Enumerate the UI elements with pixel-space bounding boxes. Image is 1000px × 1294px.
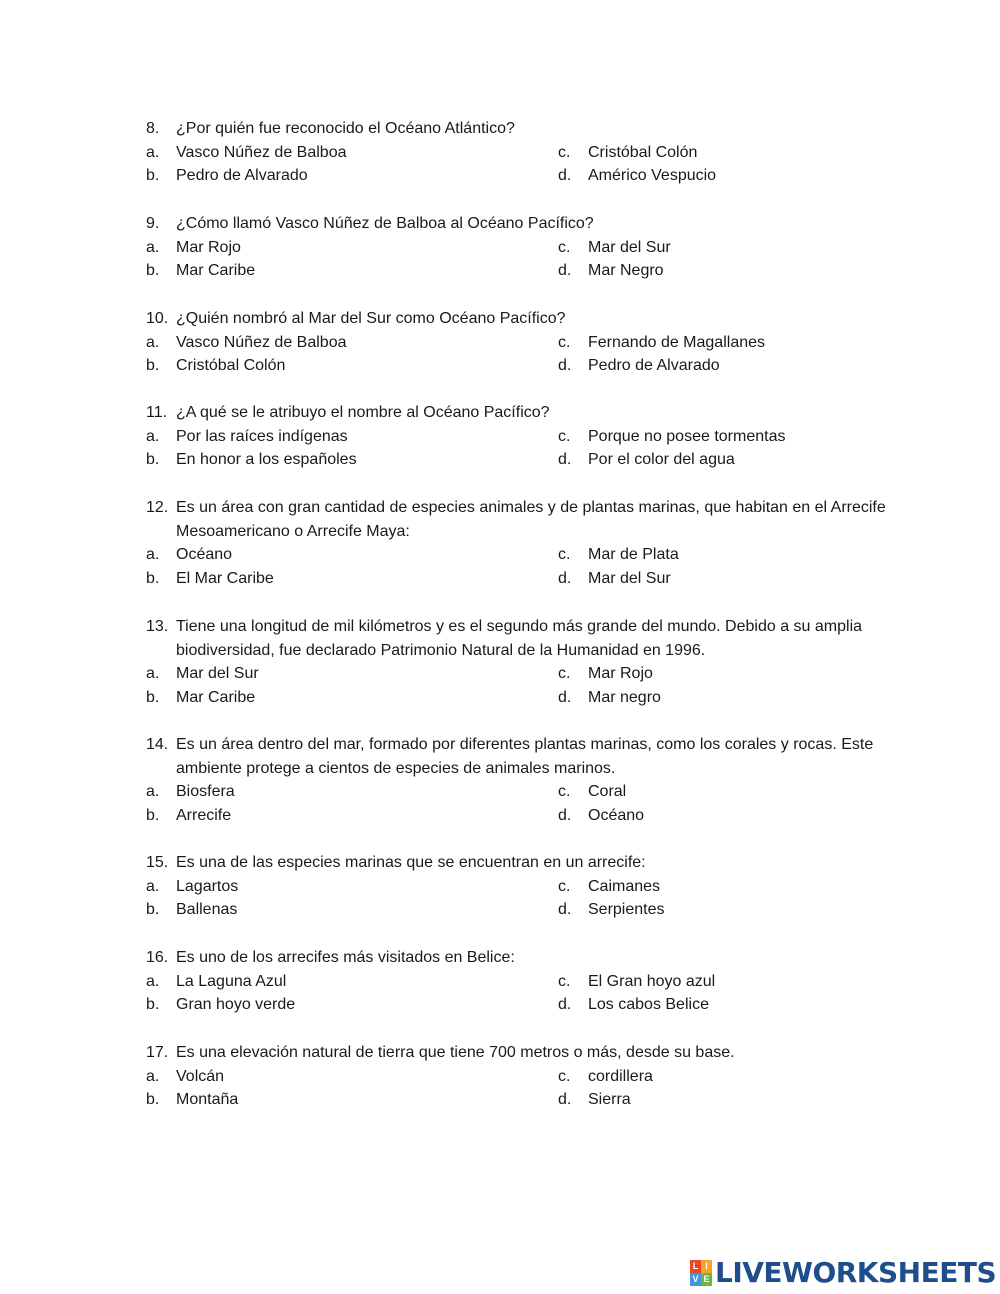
- option-a[interactable]: Mar del Sur: [176, 665, 259, 683]
- question-number: 16.: [146, 949, 169, 966]
- option-c[interactable]: Mar de Plata: [588, 546, 679, 564]
- question-10: 10. ¿Quién nombró al Mar del Sur como Océano Pacífico? a. Vasco Núñez de Balboa c. Fernando de Magallanes b. Cristóbal Colón d. Pedro de Alvarado: [146, 307, 896, 378]
- question-12: 12. Es un área con gran cantidad de especies animales y de plantas marinas, que habitan en el Arrecife Mesoamericano o Arrecife Maya: a. Océano c. Mar de Plata b. El Mar Caribe d. Mar del Sur: [146, 496, 896, 590]
- option-d[interactable]: Los cabos Belice: [588, 996, 709, 1014]
- option-d[interactable]: Océano: [588, 806, 645, 824]
- option-c[interactable]: Porque no posee tormentas: [588, 427, 786, 445]
- question-text: ¿Cómo llamó Vasco Núñez de Balboa al Océano Pacífico?: [176, 215, 594, 232]
- option-d[interactable]: Mar Negro: [588, 262, 664, 280]
- option-d[interactable]: Américo Vespucio: [588, 167, 717, 185]
- option-a[interactable]: Vasco Núñez de Balboa: [176, 333, 347, 351]
- question-16: 16. Es uno de los arrecifes más visitados en Belice: a. La Laguna Azul c. El Gran hoyo azul b. Gran hoyo verde d. Los cabos Belice: [146, 946, 896, 1017]
- option-a[interactable]: Por las raíces indígenas: [176, 427, 348, 445]
- option-c[interactable]: Coral: [588, 783, 627, 801]
- option-a[interactable]: Vasco Núñez de Balboa: [176, 143, 347, 161]
- option-d[interactable]: Mar del Sur: [588, 569, 671, 587]
- option-d[interactable]: Serpientes: [588, 901, 665, 919]
- question-text: Es una elevación natural de tierra que tiene 700 metros o más, desde su base.: [176, 1044, 735, 1061]
- logo-icon: L I V E: [690, 1260, 712, 1286]
- question-text: Es un área dentro del mar, formado por diferentes plantas marinas, como los corales y rocas. Este ambiente protege a cientos de especies de animales marinos.: [176, 736, 874, 777]
- question-number: 15.: [146, 854, 169, 871]
- question-text: Es uno de los arrecifes más visitados en Belice:: [176, 949, 515, 966]
- option-c[interactable]: Fernando de Magallanes: [588, 333, 766, 351]
- question-text: ¿Por quién fue reconocido el Océano Atlántico?: [176, 120, 515, 137]
- option-c[interactable]: Cristóbal Colón: [588, 143, 698, 161]
- liveworksheets-logo[interactable]: [690, 1256, 996, 1289]
- option-b[interactable]: Arrecife: [176, 806, 232, 824]
- question-number: 17.: [146, 1044, 169, 1061]
- option-a[interactable]: La Laguna Azul: [176, 972, 287, 990]
- option-a[interactable]: Volcán: [176, 1067, 225, 1085]
- question-number: 11.: [146, 404, 168, 421]
- question-text: ¿Quién nombró al Mar del Sur como Océano Pacífico?: [176, 310, 566, 327]
- option-c[interactable]: El Gran hoyo azul: [588, 972, 716, 990]
- question-13: 13. Tiene una longitud de mil kilómetros y es el segundo más grande del mundo. Debido a su amplia biodiversidad, fue declarado Patrimonio Natural de la Humanidad en 1996. a. Mar del Sur c. Mar Rojo b. Mar Caribe d. Mar negro: [146, 615, 896, 709]
- option-a[interactable]: Biosfera: [176, 783, 235, 801]
- option-b[interactable]: El Mar Caribe: [176, 569, 274, 587]
- option-c[interactable]: cordillera: [588, 1067, 653, 1085]
- question-number: 14.: [146, 736, 169, 753]
- option-c[interactable]: Mar del Sur: [588, 238, 671, 256]
- option-d[interactable]: Por el color del agua: [588, 451, 735, 469]
- option-b[interactable]: Mar Caribe: [176, 688, 256, 706]
- option-d[interactable]: Sierra: [588, 1091, 631, 1109]
- question-15: 15. Es una de las especies marinas que se encuentran en un arrecife: a. Lagartos c. Caimanes b. Ballenas d. Serpientes: [146, 851, 896, 922]
- option-c[interactable]: Caimanes: [588, 877, 661, 895]
- question-number: 8.: [146, 120, 160, 137]
- option-b[interactable]: En honor a los españoles: [176, 451, 357, 469]
- question-number: 12.: [146, 499, 169, 516]
- question-text: ¿A qué se le atribuyo el nombre al Océano Pacífico?: [176, 404, 550, 421]
- option-d[interactable]: Pedro de Alvarado: [588, 357, 720, 375]
- question-number: 9.: [146, 215, 160, 232]
- question-17: 17. Es una elevación natural de tierra que tiene 700 metros o más, desde su base. a. Volcán c. cordillera b. Montaña d. Sierra: [146, 1041, 896, 1112]
- question-text: Es un área con gran cantidad de especies animales y de plantas marinas, que habitan en el Arrecife Mesoamericano o Arrecife Maya:: [176, 499, 886, 540]
- option-b[interactable]: Mar Caribe: [176, 262, 256, 280]
- question-text: Es una de las especies marinas que se encuentran en un arrecife:: [176, 854, 646, 871]
- option-b[interactable]: Montaña: [176, 1091, 239, 1109]
- question-number: 13.: [146, 618, 169, 635]
- option-b[interactable]: Gran hoyo verde: [176, 996, 296, 1014]
- question-number: 10.: [146, 310, 169, 327]
- option-d[interactable]: Mar negro: [588, 688, 661, 706]
- question-9: 9. ¿Cómo llamó Vasco Núñez de Balboa al Océano Pacífico? a. Mar Rojo c. Mar del Sur b. Mar Caribe d. Mar Negro: [146, 212, 896, 283]
- option-b[interactable]: Pedro de Alvarado: [176, 167, 308, 185]
- option-c[interactable]: Mar Rojo: [588, 665, 653, 683]
- option-a[interactable]: Lagartos: [176, 877, 239, 895]
- option-b[interactable]: Ballenas: [176, 901, 238, 919]
- question-14: 14. Es un área dentro del mar, formado por diferentes plantas marinas, como los corales y rocas. Este ambiente protege a cientos de especies de animales marinos. a. Biosfera c. Coral b. Arrecife d. Océano: [146, 733, 896, 827]
- question-8: 8. ¿Por quién fue reconocido el Océano Atlántico? a. Vasco Núñez de Balboa c. Cristóbal Colón b. Pedro de Alvarado d. Américo Vespucio: [146, 117, 896, 188]
- option-b[interactable]: Cristóbal Colón: [176, 357, 286, 375]
- question-text: Tiene una longitud de mil kilómetros y es el segundo más grande del mundo. Debido a su amplia biodiversidad, fue declarado Patrimonio Natural de la Humanidad en 1996.: [176, 618, 863, 659]
- option-a[interactable]: Mar Rojo: [176, 238, 241, 256]
- question-11: 11. ¿A qué se le atribuyo el nombre al Océano Pacífico? a. Por las raíces indígenas c. Porque no posee tormentas b. En honor a los españoles d. Por el color del agua: [146, 401, 896, 472]
- brand-text: LIVEWORKSHEETS: [715, 1256, 997, 1289]
- option-a[interactable]: Océano: [176, 546, 233, 564]
